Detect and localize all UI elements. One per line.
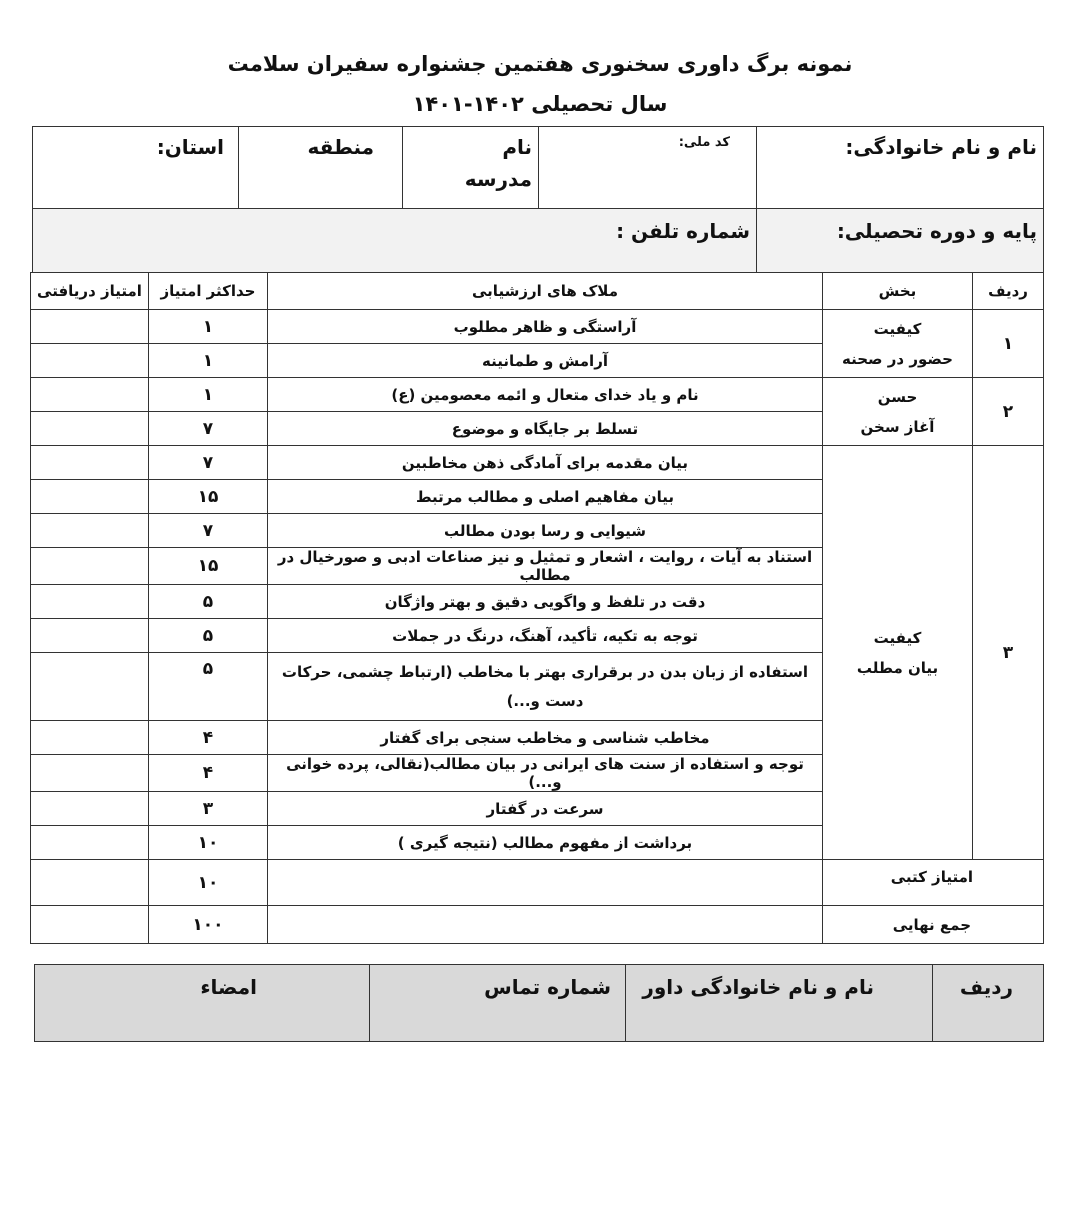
judge-signature-label: امضاء [35,965,370,1042]
section-name: کیفیت بیان مطلب [823,446,973,860]
written-score-received[interactable] [31,860,149,906]
academic-year: سال تحصیلی ۱۴۰۲-۱۴۰۱ [412,92,668,116]
form-title: نمونه برگ داوری سخنوری هفتمین جشنواره سفیران سلامت [227,52,853,76]
phone-label: شماره تلفن : [616,219,750,243]
grade-field[interactable] [757,209,1044,273]
received-score-cell[interactable] [31,619,149,653]
max-score: ۱ [149,310,268,344]
received-score-cell[interactable] [31,480,149,514]
col-max-score: حداکثر امتیاز [149,273,268,310]
criterion: بیان مفاهیم اصلی و مطالب مرتبط [268,480,823,514]
max-score: ۵ [149,585,268,619]
received-score-cell[interactable] [31,755,149,792]
province-field[interactable] [33,127,239,209]
received-score-cell[interactable] [31,721,149,755]
criterion: بیان مقدمه برای آمادگی ذهن مخاطبین [268,446,823,480]
criterion: تسلط بر جایگاه و موضوع [268,412,823,446]
table-row [31,446,1044,480]
grade-label: پایه و دوره تحصیلی: [836,219,1037,243]
criterion: استناد به آیات ، روایت ، اشعار و تمثیل و نیز صناعات ادبی و صورخیال در مطالب [268,548,823,585]
judges-table [34,964,1044,1042]
judges-header-row [35,965,1044,1042]
judge-name-label: نام و نام خانوادگی داور [626,965,933,1042]
criterion: مخاطب شناسی و مخاطب سنجی برای گفتار [268,721,823,755]
criterion: شیوایی و رسا بودن مطالب [268,514,823,548]
received-score-cell[interactable] [31,792,149,826]
written-score-label: امتیاز کتبی [823,860,1044,906]
received-score-cell[interactable] [31,310,149,344]
col-criteria: ملاک های ارزشیابی [268,273,823,310]
final-total-row [31,906,1044,944]
max-score: ۱۰ [149,826,268,860]
max-score: ۱۵ [149,480,268,514]
section-name: کیفیت حضور در صحنه [823,310,973,378]
max-score: ۱ [149,378,268,412]
col-received-score: امتیاز دریافتی [31,273,149,310]
school-label-1: نام [502,135,532,159]
received-score-cell[interactable] [31,412,149,446]
criterion: استفاده از زبان بدن در برقراری بهتر با مخاطب (ارتباط چشمی، حرکات دست و...) [268,653,823,721]
received-score-cell[interactable] [31,653,149,721]
max-score: ۳ [149,792,268,826]
full-name-field[interactable] [757,127,1044,209]
max-score: ۷ [149,412,268,446]
national-code-field[interactable] [539,127,757,209]
table-header-row [31,273,1044,310]
written-score-max: ۱۰ [149,860,268,906]
max-score: ۷ [149,514,268,548]
max-score: ۱ [149,344,268,378]
written-score-row [31,860,1044,906]
received-score-cell[interactable] [31,548,149,585]
final-total-received[interactable] [31,906,149,944]
region-label: منطقه [307,135,374,159]
final-total-label: جمع نهایی [823,906,1044,944]
received-score-cell[interactable] [31,446,149,480]
row-number: ۲ [973,378,1044,446]
table-row [31,310,1044,344]
received-score-cell[interactable] [31,344,149,378]
criterion: سرعت در گفتار [268,792,823,826]
phone-field[interactable] [33,209,757,273]
table-row [31,378,1044,412]
evaluation-table [30,272,1044,944]
full-name-label: نام و نام خانوادگی: [845,135,1037,159]
final-total-max: ۱۰۰ [149,906,268,944]
row-number: ۳ [973,446,1044,860]
received-score-cell[interactable] [31,378,149,412]
judge-row-label: ردیف [933,965,1044,1042]
judge-contact-label: شماره تماس [370,965,626,1042]
max-score: ۵ [149,619,268,653]
col-section: بخش [823,273,973,310]
received-score-cell[interactable] [31,585,149,619]
criterion: توجه به تکیه، تأکید، آهنگ، درنگ در جملات [268,619,823,653]
national-code-label: کد ملی: [678,135,730,150]
province-label: استان: [156,135,224,159]
max-score: ۷ [149,446,268,480]
criterion: توجه و استفاده از سنت های ایرانی در بیان مطالب(نقالی، پرده خوانی و...) [268,755,823,792]
student-info-table [32,126,1044,273]
criterion: آرامش و طمانینه [268,344,823,378]
criterion: دقت در تلفظ و واگویی دقیق و بهتر واژگان [268,585,823,619]
region-field[interactable] [239,127,403,209]
col-row: ردیف [973,273,1044,310]
received-score-cell[interactable] [31,514,149,548]
max-score: ۱۵ [149,548,268,585]
school-label-2: مدرسه [464,167,532,191]
received-score-cell[interactable] [31,826,149,860]
criterion: نام و یاد خدای متعال و ائمه معصومین (ع) [268,378,823,412]
section-name: حسن آغاز سخن [823,378,973,446]
criterion: آراستگی و ظاهر مطلوب [268,310,823,344]
max-score: ۴ [149,755,268,792]
criterion: برداشت از مفهوم مطالب (نتیجه گیری ) [268,826,823,860]
max-score: ۴ [149,721,268,755]
max-score: ۵ [149,653,268,721]
row-number: ۱ [973,310,1044,378]
school-name-field[interactable] [403,127,539,209]
